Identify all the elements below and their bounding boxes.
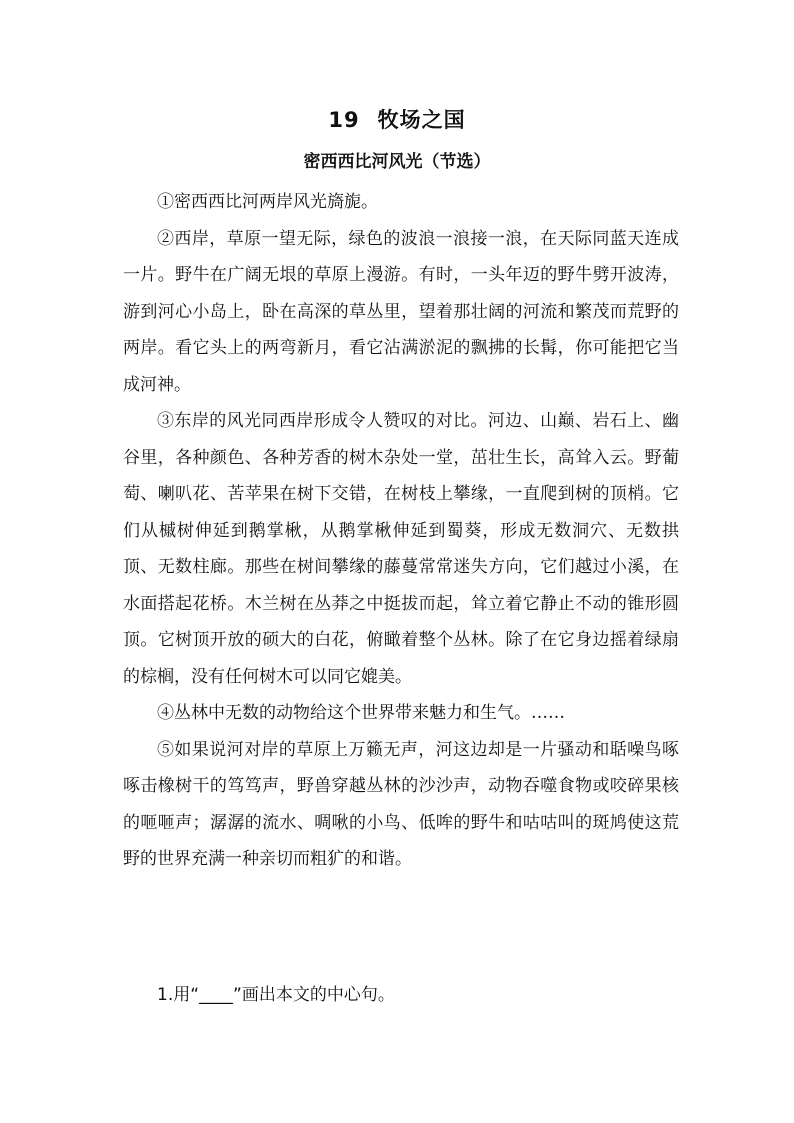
- lesson-title: [0, 104, 794, 134]
- question-1: 1.用“____”画出本文的中心句。: [157, 985, 395, 1005]
- paragraph-1: ①密西西比河两岸风光旖旎。: [157, 192, 378, 212]
- paragraph-2: ②西岸，草原一望无际，绿色的波浪一浪接一浪，在天际同蓝天连成一片。野牛在广阔无垠的草原上漫游。有时，一头年迈的野牛劈开波涛，游到河心小岛上，卧在高深的草丛里，望着那壮阔的河流和繁茂而荒野的两岸。看它头上的两弯新月，看它沾满淤泥的飘拂的长髯，你可能把它当成河神。: [123, 228, 679, 395]
- lesson-number: 19: [328, 108, 360, 132]
- paragraph-4: ④丛林中无数的动物给这个世界带来魅力和生气。……: [157, 703, 565, 723]
- passage-body: [123, 184, 679, 878]
- paragraph-3: ③东岸的风光同西岸形成令人赞叹的对比。河边、山巅、岩石上、幽谷里，各种颜色、各种芳香的树木杂处一堂，茁壮生长，高耸入云。野葡萄、喇叭花、苦苹果在树下交错，在树枝上攀缘，一直爬到树的顶梢。它们从槭树伸延到鹅掌楸，从鹅掌楸伸延到蜀葵，形成无数洞穴、无数拱顶、无数柱廊。那些在树间攀缘的藤蔓常常迷失方向，它们越过小溪，在水面搭起花桥。木兰树在丛莽之中挺拔而起，耸立着它静止不动的锥形圆顶。它树顶开放的硕大的白花，俯瞰着整个丛林。除了在它身边摇着绿扇的棕榈，没有任何树木可以同它媲美。: [123, 411, 679, 687]
- paragraph-5: ⑤如果说河对岸的草原上万籁无声，河这边却是一片骚动和聒噪鸟啄啄击橡树干的笃笃声，野兽穿越丛林的沙沙声，动物吞噬食物或咬碎果核的咂咂声；潺潺的流水、啁啾的小鸟、低哞的野牛和咕咕叫的斑鸠使这荒野的世界充满一种亲切而粗犷的和谐。: [123, 739, 679, 869]
- lesson-title-text: 牧场之国: [377, 108, 466, 132]
- passage-subtitle: 密西西比河风光（节选）: [303, 152, 491, 172]
